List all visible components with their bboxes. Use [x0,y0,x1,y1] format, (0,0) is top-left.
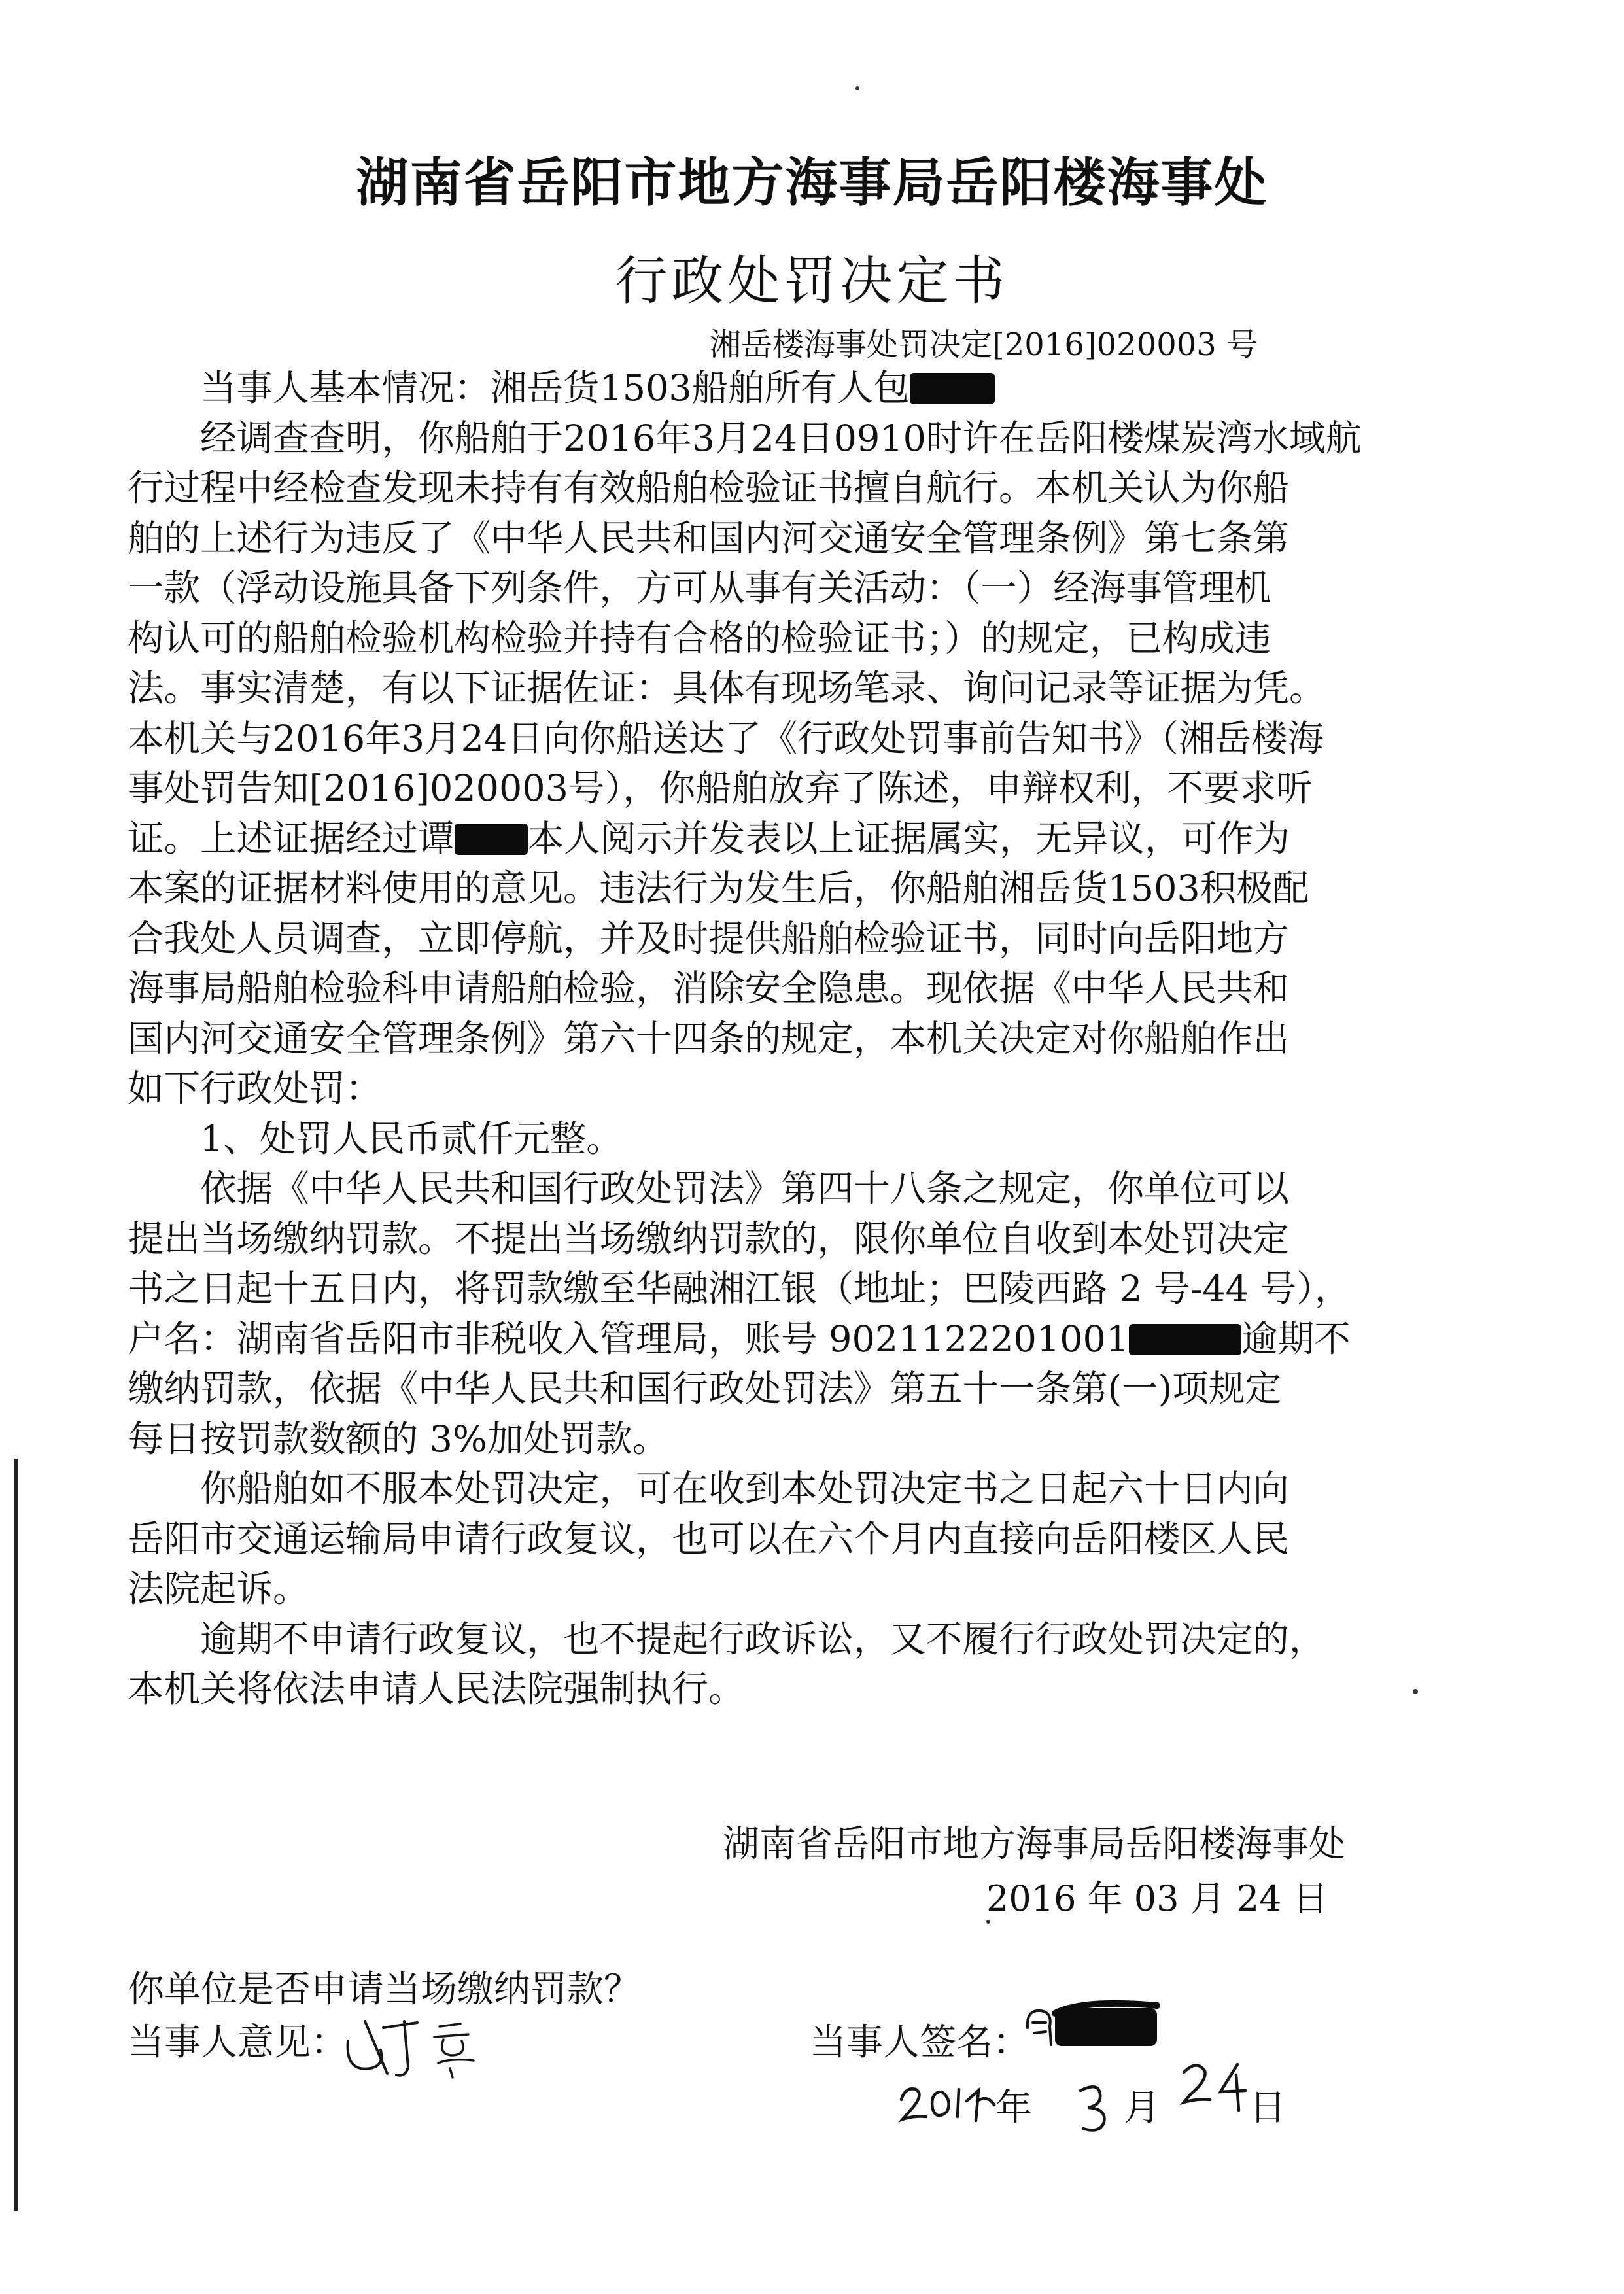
body-line: 舶的上述行为违反了《中华人民共和国内河交通安全管理条例》第七条第 [128,517,1290,560]
issuing-authority: 湖南省岳阳市地方海事局岳阳楼海事处 [723,1823,1345,1866]
body-line: 行过程中经检查发现未持有有效船舶检验证书擅自航行。本机关认为你船 [128,467,1290,510]
body-line: 你船舶如不服本处罚决定，可在收到本处罚决定书之日起六十日内向 [200,1468,1290,1510]
body-line: 如下行政处罚： [128,1068,382,1110]
party-info-line: 当事人基本情况：湘岳货1503船舶所有人包 [128,364,1462,414]
body-line: 岳阳市交通运输局申请行政复议，也可以在六个月内直接向岳阳楼区人民 [128,1518,1290,1561]
handwritten-signature [1024,1994,1207,2053]
body-line: 证。上述证据经过谭 本人阅示并发表以上证据属实，无异议，可作为 [128,817,1290,860]
body-line: 本机关与2016年3月24日向你船送达了《行政处罚事前告知书》（湘岳楼海 [128,717,1324,760]
issue-date: 2016 年 03 月 24 日 [986,1878,1328,1919]
body-line: 法。事实清楚，有以下证据佐证：具体有现场笔录、询问记录等证据为凭。 [128,667,1326,710]
body-line: 事处罚告知[2016]020003号），你船舶放弃了陈述，申辩权利，不要求听 [128,767,1313,810]
body-line: 提出当场缴纳罚款。不提出当场缴纳罚款的，限你单位自收到本处罚决定 [128,1217,1290,1260]
organization-title: 湖南省岳阳市地方海事局岳阳楼海事处 [356,152,1268,213]
body-line: 经调查查明，你船舶于2016年3月24日0910时许在岳阳楼煤炭湾水域航 [200,417,1362,460]
body-line: 法院起诉。 [128,1568,309,1610]
scan-speck [1413,1689,1418,1694]
scan-edge-line [14,1459,18,2211]
penalty-item: 1、处罚人民币贰仟元整。 [200,1117,623,1160]
payment-question: 你单位是否申请当场缴纳罚款？ [128,1968,640,2011]
day-char: 日 [1249,2087,1286,2129]
redaction-mark [455,824,528,855]
handwritten-opinion [340,1995,497,2087]
signature-label: 当事人签名： [810,2021,1029,2064]
scan-speck [986,1920,990,1924]
redaction-mark [910,373,995,404]
body-line: 书之日起十五日内，将罚款缴至华融湘江银（地址；巴陵西路 2 号-44 号）， [128,1268,1351,1310]
document-title: 行政处罚决定书 [615,251,1009,311]
body-line: 依据《中华人民共和国行政处罚法》第四十八条之规定，你单位可以 [200,1168,1290,1210]
body-line: 每日按罚款数额的 3%加处罚款。 [128,1417,669,1461]
body-line: 国内河交通安全管理条例》第六十四条的规定，本机关决定对你船舶作出 [128,1017,1290,1060]
month-char: 月 [1124,2087,1160,2129]
document-number: 湘岳楼海事处罚决定[2016]020003 号 [710,326,1258,363]
body-line: 海事局船舶检验科申请船舶检验，消除安全隐患。现依据《中华人民共和 [128,967,1290,1010]
body-line: 逾期不申请行政复议，也不提起行政诉讼，又不履行行政处罚决定的， [200,1618,1326,1661]
opinion-label: 当事人意见： [128,2021,347,2064]
body-line: 一款（浮动设施具备下列条件，方可从事有关活动：（一）经海事管理机 [128,567,1271,610]
body-line: 合我处人员调查，立即停航，并及时提供船舶检验证书，同时向岳阳地方 [128,917,1290,960]
redaction-mark [1129,1324,1241,1355]
body-line: 本案的证据材料使用的意见。违法行为发生后，你船舶湘岳货1503积极配 [128,867,1309,910]
account-line: 户名：湖南省岳阳市非税收入管理局，账号 9021122201001 逾期不 [128,1317,1351,1361]
scan-speck [855,86,859,90]
handwritten-year [896,2060,1092,2132]
decision-body [128,364,1462,1715]
body-line: 构认可的船舶检验机构检验并持有合格的检验证书；）的规定，已构成违 [128,617,1271,660]
year-char: 年 [995,2087,1032,2129]
body-line: 缴纳罚款，依据《中华人民共和国行政处罚法》第五十一条第(一)项规定 [128,1368,1281,1410]
body-line: 本机关将依法申请人民法院强制执行。 [128,1668,745,1711]
